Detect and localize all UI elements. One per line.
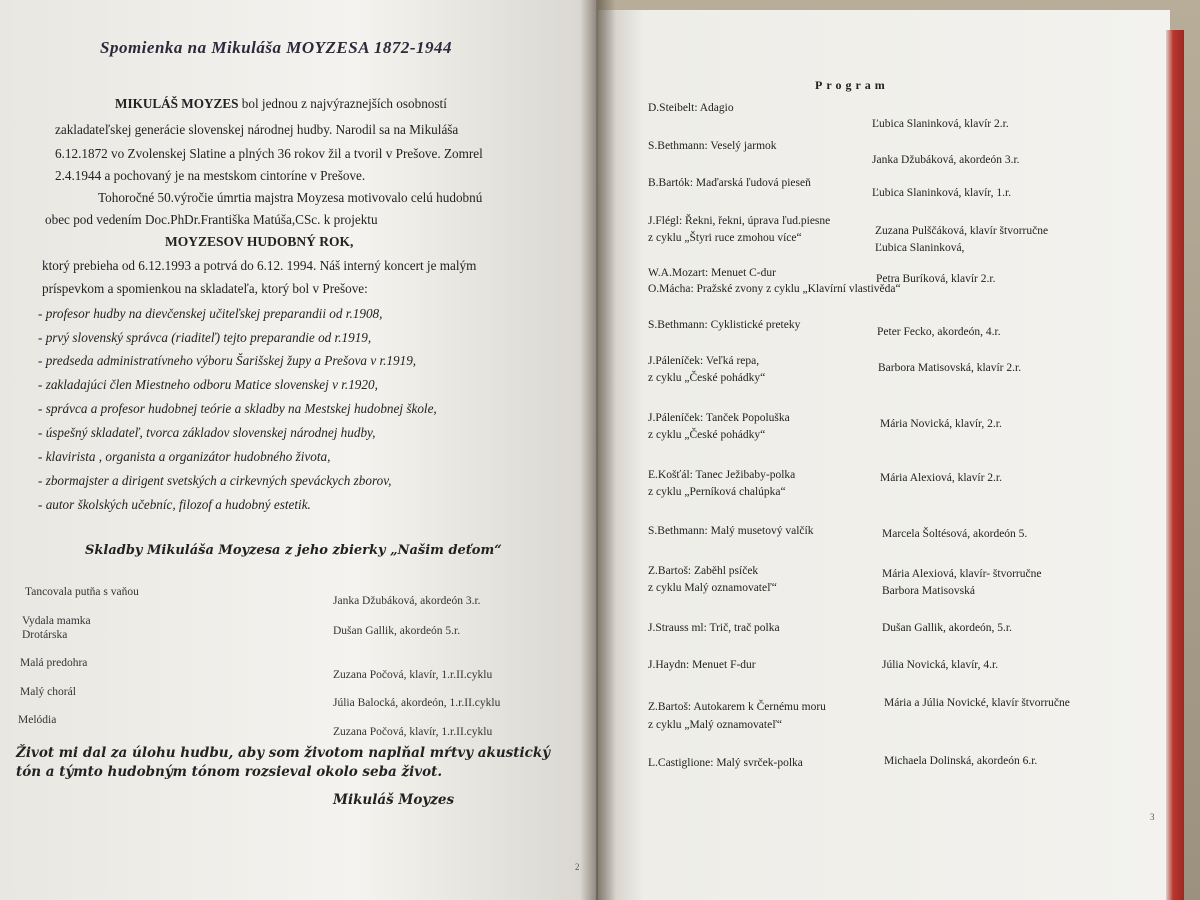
intro-line-9: príspevkom a spomienkou na skladateľa, ktorý bol v Prešove:	[42, 281, 368, 296]
role-item: - zakladajúci člen Miestneho odboru Matice slovenskej v r.1920,	[38, 377, 378, 392]
program-performer: Barbora Matisovská, klavír 2.r.	[878, 362, 1022, 374]
intro-line-3: 6.12.1872 vo Zvolenskej Slatine a plných 36 rokov žil a tvoril v Prešove. Zomrel	[55, 146, 483, 161]
intro-line-6: obec pod vedením Doc.PhDr.Františka Matúša,CSc. k projektu	[45, 212, 378, 227]
program-piece: B.Bartók: Maďarská ľudová pieseň	[648, 177, 811, 189]
program-performer: Júlia Novická, klavír, 4.r.	[882, 659, 999, 671]
composition-title: Tancovala putňa s vaňou	[25, 586, 139, 598]
quote-line-1: Život mi dal za úlohu hudbu, aby som životom naplňal mŕtvy akustický	[16, 745, 551, 761]
composition-title: Vydala mamka Drotárska	[22, 615, 91, 641]
project-name: MOYZESOV HUDOBNÝ ROK,	[165, 234, 354, 249]
composition-performer: Zuzana Počová, klavír, 1.r.II.cyklu	[333, 669, 493, 681]
program-performer: Zuzana Pulščáková, klavír štvorručne Ľubica Slaninková,	[875, 225, 1049, 254]
program-performer: Ľubica Slaninková, klavír, 1.r.	[872, 187, 1012, 199]
program-performer: Marcela Šoltésová, akordeón 5.	[882, 528, 1028, 540]
page-number: 3	[1150, 812, 1155, 822]
composition-performer: Zuzana Počová, klavír, 1.r.II.cyklu	[333, 726, 493, 738]
intro-line-5: Tohoročné 50.výročie úmrtia majstra Moyzesa motivovalo celú hudobnú	[98, 190, 483, 205]
intro-line-8: ktorý prebieha od 6.12.1993 a potrvá do 6.12. 1994. Náš interný koncert je malým	[42, 258, 477, 273]
role-item: - klavirista , organista a organizátor hudobného života,	[38, 449, 331, 464]
program-performer: Mária a Júlia Novické, klavír štvorručne	[884, 697, 1070, 709]
program-performer: Dušan Gallik, akordeón, 5.r.	[882, 622, 1012, 634]
program-piece: D.Steibelt: Adagio	[648, 102, 734, 114]
page-title: Spomienka na Mikuláša MOYZESA 1872-1944	[100, 38, 453, 57]
program-performer: Michaela Dolinská, akordeón 6.r.	[884, 755, 1038, 767]
program-performer: Mária Alexiová, klavír 2.r.	[880, 472, 1002, 484]
book-gutter	[580, 0, 616, 900]
program-performer: Ľubica Slaninková, klavír 2.r.	[872, 118, 1009, 130]
program-piece: Z.Bartoš: Autokarem k Černému moru z cyklu „Malý oznamovateľ“	[648, 701, 826, 731]
intro-line-1: MIKULÁŠ MOYZES bol jednou z najvýraznejších osobností	[115, 96, 447, 111]
program-piece: L.Castiglione: Malý svrček-polka	[648, 757, 803, 769]
composition-title: Malý chorál	[20, 686, 76, 698]
program-performer: Mária Alexiová, klavír- štvorručne Barbora Matisovská	[882, 568, 1042, 597]
program-piece: J.Haydn: Menuet F-dur	[648, 659, 756, 671]
program-piece: E.Košťál: Tanec Ježibaby-polka z cyklu „Perníková chalúpka“	[648, 469, 796, 498]
composition-performer: Dušan Gallik, akordeón 5.r.	[333, 625, 461, 637]
program-performer: Mária Novická, klavír, 2.r.	[880, 418, 1002, 430]
page-edges	[1166, 30, 1184, 900]
intro-line-4: 2.4.1944 a pochovaný je na mestskom cintoríne v Prešove.	[55, 168, 366, 183]
composition-title: Malá predohra	[20, 657, 88, 669]
role-item: - predseda administratívneho výboru Šarišskej župy a Prešova v r.1919,	[38, 353, 417, 368]
quote-line-2: tón a týmto hudobným tónom rozsieval okolo seba život.	[16, 764, 443, 780]
composition-performer: Júlia Balocká, akordeón, 1.r.II.cyklu	[333, 697, 501, 709]
program-piece: S.Bethmann: Cyklistické preteky	[648, 319, 801, 331]
composition-performer: Janka Džubáková, akordeón 3.r.	[333, 595, 481, 607]
page-number: 2	[575, 862, 580, 872]
program-piece: W.A.Mozart: Menuet C-dur O.Mácha: Pražské zvony z cyklu „Klavírní vlastivěda“	[648, 267, 901, 295]
program-performer: Peter Fecko, akordeón, 4.r.	[877, 326, 1001, 338]
role-item: - správca a profesor hudobnej teórie a skladby na Mestskej hudobnej škole,	[38, 401, 437, 416]
program-piece: J.Flégl: Řekni, řekni, úprava ľud.piesne z cyklu „Štyri ruce zmohou více“	[648, 215, 831, 244]
program-piece: S.Bethmann: Veselý jarmok	[648, 140, 777, 152]
intro-line-2: zakladateľskej generácie slovenskej národnej hudby. Narodil sa na Mikuláša	[55, 122, 459, 137]
program-heading: Program	[815, 78, 889, 92]
compositions-heading: Skladby Mikuláša Moyzesa z jeho zbierky „Našim deťom“	[85, 543, 502, 558]
composition-title: Melódia	[18, 714, 57, 726]
role-item: - autor školských učebníc, filozof a hudobný estetik.	[38, 497, 311, 512]
role-item: - prvý slovenský správca (riaditeľ) tejto preparandie od r.1919,	[38, 330, 372, 345]
composer-name: MIKULÁŠ MOYZES	[115, 96, 239, 111]
role-item: - zbormajster a dirigent svetských a cirkevných speváckych zborov,	[38, 473, 392, 488]
program-performer: Petra Buríková, klavír 2.r.	[876, 273, 996, 285]
program-piece: S.Bethmann: Malý musetový valčík	[648, 525, 814, 537]
program-piece: Z.Bartoš: Zaběhl psíček z cyklu Malý oznamovateľ“	[648, 565, 777, 594]
role-item: - profesor hudby na dievčenskej učiteľskej preparandii od r.1908,	[38, 306, 383, 321]
role-item: - úspešný skladateľ, tvorca základov slovenskej národnej hudby,	[38, 425, 376, 440]
program-piece: J.Páleníček: Tanček Popoluška z cyklu „České pohádky“	[648, 412, 790, 441]
program-piece: J.Páleníček: Veľká repa, z cyklu „České pohádky“	[648, 355, 766, 384]
program-piece: J.Strauss ml: Trič, trač polka	[648, 622, 780, 634]
program-performer: Janka Džubáková, akordeón 3.r.	[872, 154, 1020, 166]
quote-signature: Mikuláš Moyzes	[333, 792, 455, 808]
